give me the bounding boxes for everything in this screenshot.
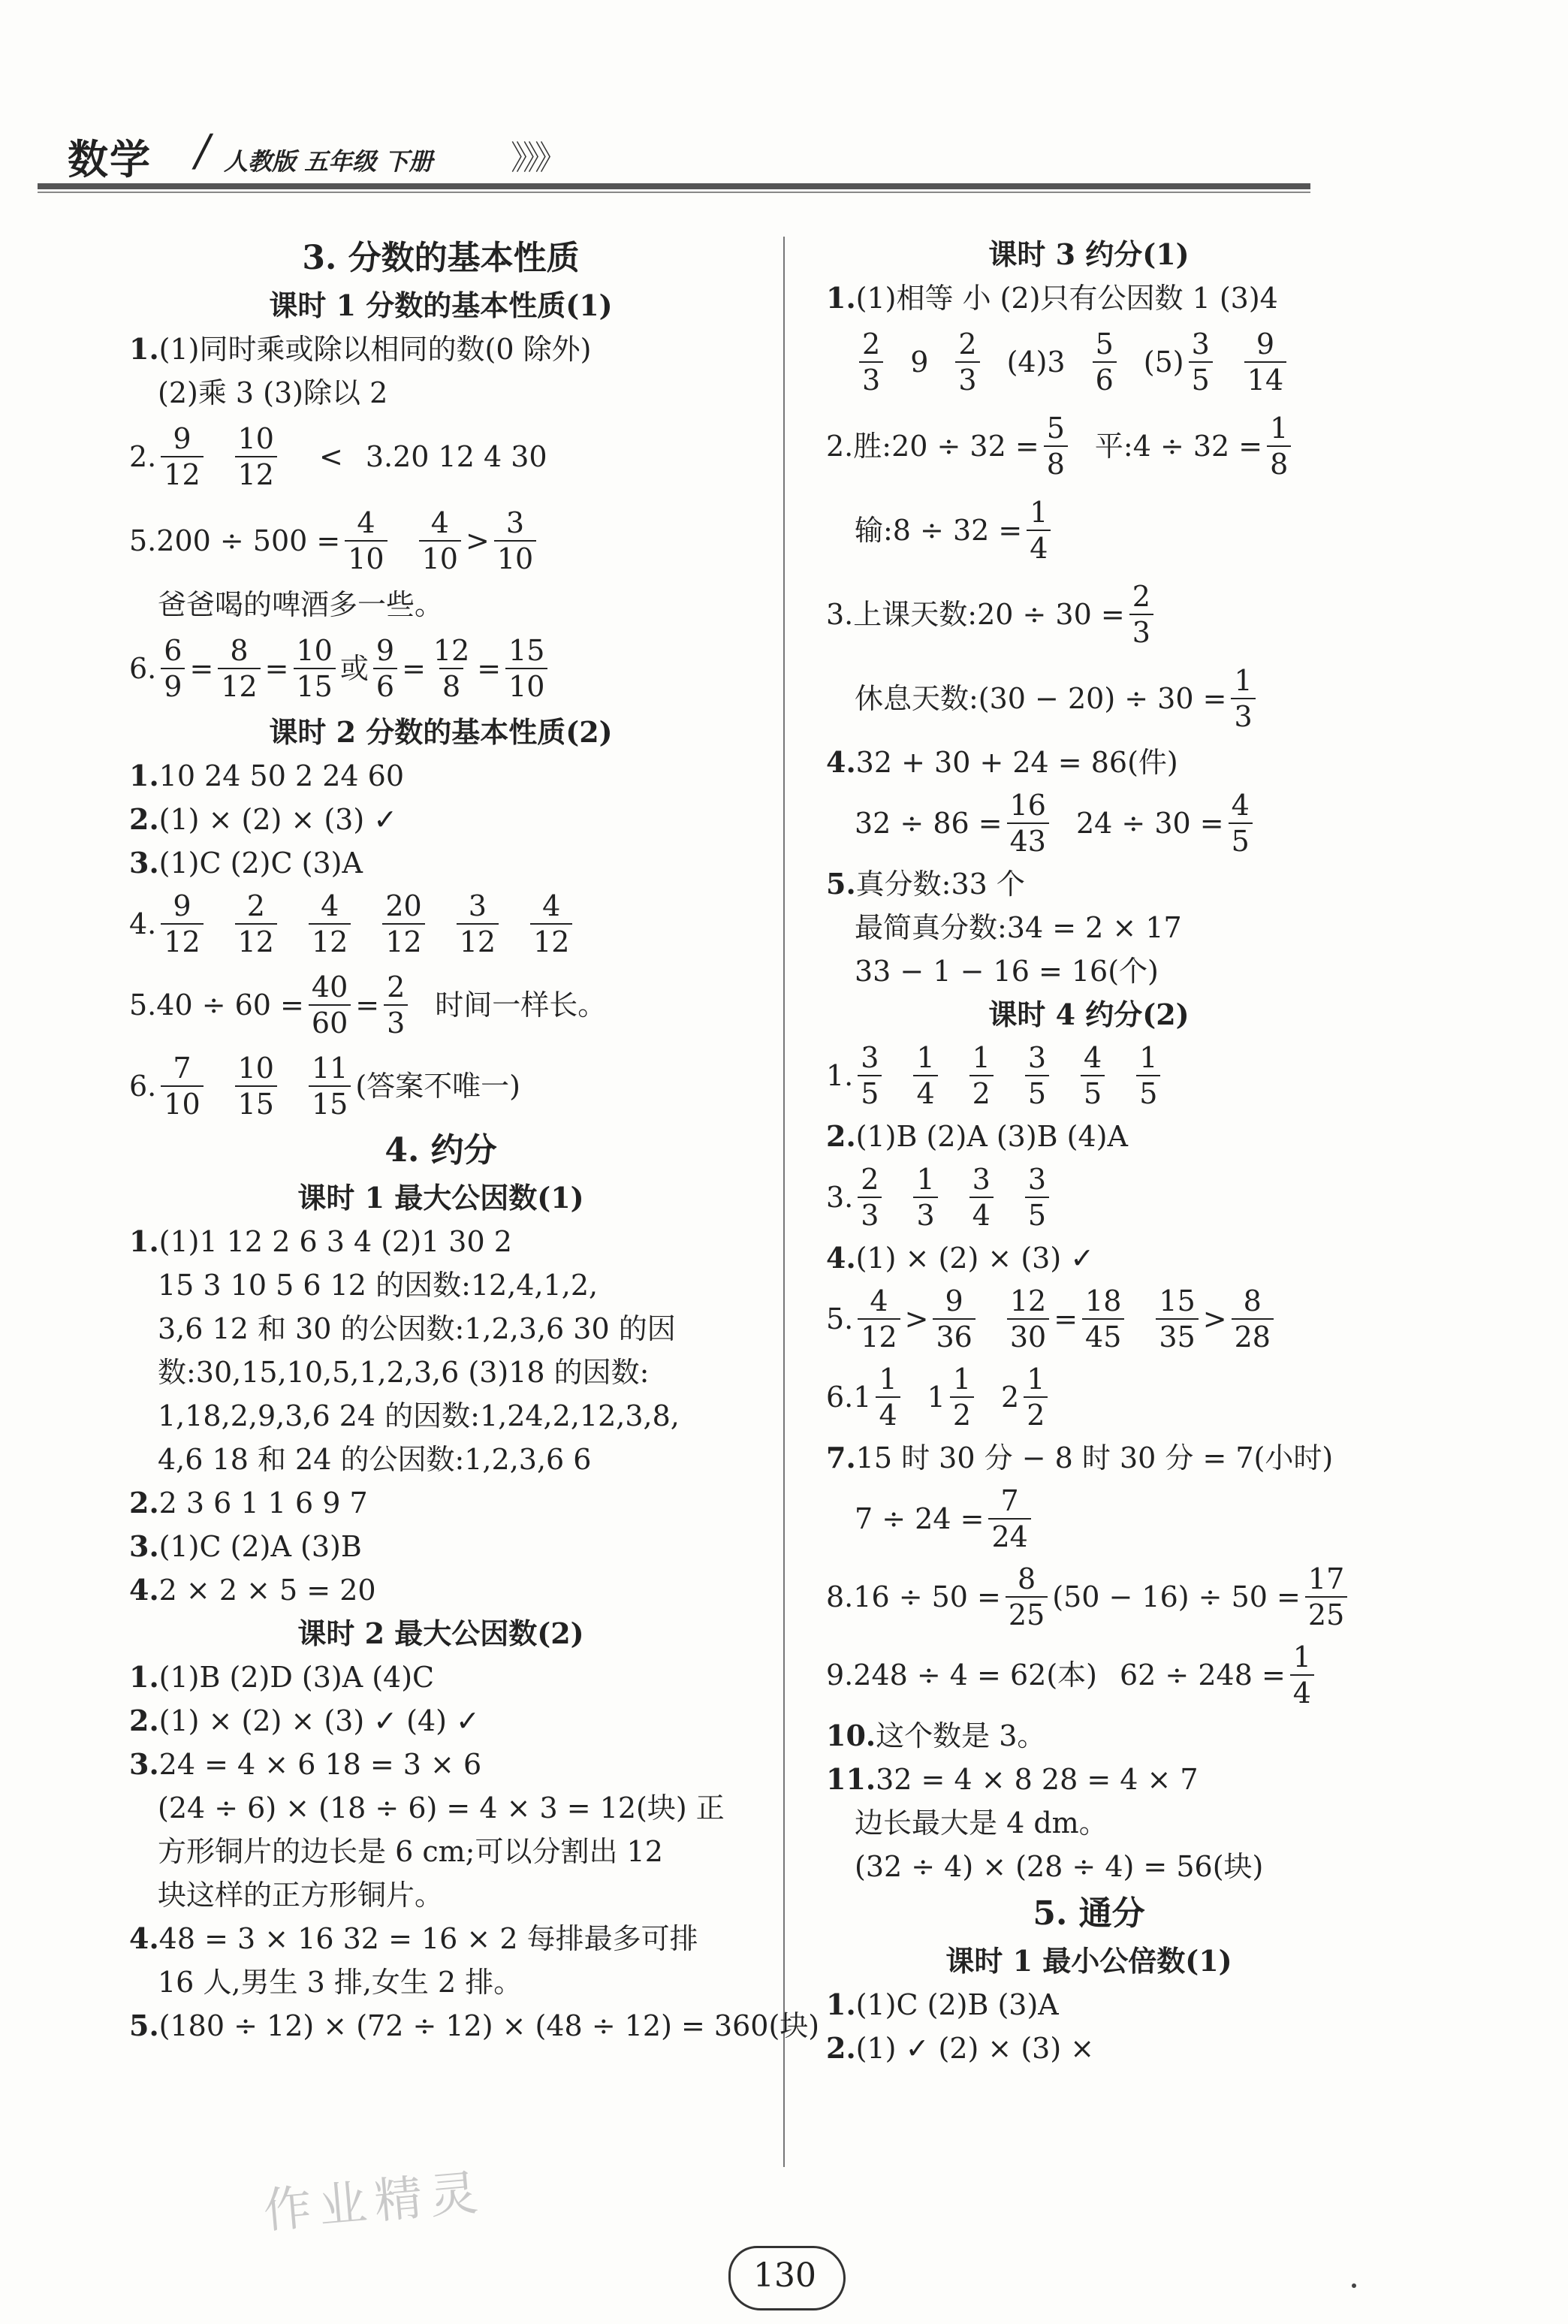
fraction: $\frac{1}{5}$	[1136, 1040, 1160, 1111]
answer-text: 33 − 1 − 16 = 16(个)	[855, 955, 1159, 988]
answer-item: 11.32 = 4 × 8 28 = 4 × 7	[826, 1762, 1199, 1796]
fraction: $\frac{4}{5}$	[1229, 788, 1253, 859]
fraction: $\frac{1}{4}$	[876, 1362, 900, 1432]
mixed-number-whole: 2	[1001, 1381, 1020, 1414]
answer-text: 4,6 18 和 24 的公因数:1,2,3,6 6	[158, 1443, 592, 1476]
lesson-title: 课时 3 约分(1)	[988, 237, 1190, 271]
answer-item: 3.(1)C (2)A (3)B	[129, 1529, 362, 1563]
fraction: $\frac{9}{6}$	[373, 633, 397, 704]
lesson-title: 课时 2 分数的基本性质(2)	[269, 715, 613, 749]
answer-text: 休息天数:(30 − 20) ÷ 30 = $\frac{1}{3}$	[826, 656, 1352, 741]
lesson-title: 课时 1 最小公倍数(1)	[945, 1944, 1232, 1978]
answer-item: 5.真分数:33 个	[826, 867, 1025, 901]
mixed-number-whole: 1	[927, 1381, 945, 1414]
dot-mark	[1352, 2283, 1356, 2288]
answer-item: 9. 248 ÷ 4 = 62(本) 62 ÷ 248 = $\frac{1}{4}$	[826, 1636, 1352, 1714]
answer-item: 3. $\frac{2}{3}$ $\frac{1}{3}$ $\frac{3}{4}$ $\frac{3}{5}$	[826, 1158, 1352, 1236]
answer-item: 2. $\frac{9}{12}$ $\frac{10}{12}$ < 3. 20 12 4 30	[129, 422, 547, 491]
column-divider	[783, 237, 785, 2167]
fraction: $\frac{9}{12}$	[161, 421, 203, 492]
fraction: $\frac{9}{12}$	[161, 889, 203, 959]
header-slash: /	[195, 125, 210, 176]
fraction: $\frac{4}{10}$	[419, 506, 461, 576]
lesson-title: 课时 2 最大公因数(2)	[297, 1616, 584, 1650]
fraction: $\frac{3}{10}$	[494, 506, 536, 576]
answer-text: (24 ÷ 6) × (18 ÷ 6) = 4 × 3 = 12(块) 正	[158, 1791, 725, 1824]
answer-item: 2. 胜:20 ÷ 32 = $\frac{5}{8}$ 平:4 ÷ 32 = $\frac{1}{8}$	[826, 404, 1352, 488]
fraction: $\frac{1}{3}$	[913, 1162, 937, 1233]
answer-text: (2)乘 3 (3)除以 2	[158, 376, 388, 409]
answer-item: 1.(1)同时乘或除以相同的数(0 除外)	[129, 332, 592, 366]
answer-text: <	[318, 440, 343, 473]
subject-title: 数学	[68, 135, 152, 183]
fraction: $\frac{10}{15}$	[294, 633, 336, 704]
fraction: $\frac{3}{5}$	[1025, 1162, 1049, 1233]
answer-item: 8. 16 ÷ 50 = $\frac{8}{25}$ (50 − 16) ÷ 50 = $\frac{17}{25}$	[826, 1558, 1352, 1636]
fraction: $\frac{2}{3}$	[858, 1162, 882, 1233]
fraction: $\frac{2}{3}$	[859, 327, 883, 397]
answer-item: 2.(1) × (2) × (3) ✓	[129, 802, 398, 836]
answer-item: 1.10 24 50 2 24 60	[129, 759, 405, 792]
answer-item: 1.(1)相等 小 (2)只有公因数 1 (3)4	[826, 281, 1278, 315]
answer-text: 32 ÷ 86 = $\frac{16}{43}$ 24 ÷ 30 = $\frac{4}{5}$	[826, 784, 1352, 862]
fraction: $\frac{8}{25}$	[1006, 1562, 1048, 1632]
answer-text: 方形铜片的边长是 6 cm;可以分割出 12	[158, 1835, 663, 1868]
header-rule-thick	[38, 183, 1310, 189]
lesson-title: 课时 1 最大公因数(1)	[297, 1181, 584, 1215]
fraction: $\frac{5}{8}$	[1044, 411, 1068, 481]
answer-text: $\frac{2}{3}$ 9 $\frac{2}{3}$ (4)3 $\frac{5}{6}$ (5) $\frac{3}{5}$ $\frac{9}{14}$	[826, 320, 1352, 404]
answer-item: 5. 200 ÷ 500 = $\frac{4}{10}$ $\frac{4}{10}$ > $\frac{3}{10}$	[129, 499, 752, 583]
fraction: $\frac{4}{12}$	[309, 889, 351, 959]
answer-item: 3. 上课天数:20 ÷ 30 = $\frac{2}{3}$	[826, 572, 1352, 656]
answer-text: 数:30,15,10,5,1,2,3,6 (3)18 的因数:	[158, 1356, 650, 1389]
answer-item: 2.(1)B (2)A (3)B (4)A	[826, 1119, 1128, 1153]
fraction: $\frac{3}{4}$	[969, 1162, 994, 1233]
answer-item: 1.(1)C (2)B (3)A	[826, 1987, 1059, 2021]
fraction: $\frac{15}{10}$	[505, 633, 547, 704]
answer-text: 最简真分数:34 = 2 × 17	[855, 911, 1182, 944]
fraction: $\frac{15}{35}$	[1156, 1284, 1198, 1354]
fraction: $\frac{1}{8}$	[1267, 411, 1291, 481]
section-title: 3. 分数的基本性质	[302, 239, 580, 277]
answer-item: 4.32 + 30 + 24 = 86(件)	[826, 745, 1178, 779]
answer-item: 4. $\frac{9}{12}$ $\frac{2}{12}$ $\frac{4}{12}$ $\frac{20}{12}$ $\frac{3}{12}$ $\frac{4}{12}$	[129, 885, 752, 963]
fraction: $\frac{6}{9}$	[161, 633, 185, 704]
section-title: 4. 约分	[384, 1131, 497, 1170]
fraction: $\frac{1}{4}$	[913, 1040, 937, 1111]
fraction: $\frac{7}{24}$	[988, 1483, 1030, 1554]
fraction: $\frac{4}{5}$	[1081, 1040, 1105, 1111]
fraction: $\frac{1}{2}$	[969, 1040, 994, 1111]
answer-item: 2.(1) × (2) × (3) ✓ (4) ✓	[129, 1704, 480, 1737]
answer-text: 输:8 ÷ 32 = $\frac{1}{4}$	[826, 488, 1352, 572]
fraction: $\frac{8}{28}$	[1232, 1284, 1274, 1354]
answer-item: 1. $\frac{3}{5}$ $\frac{1}{4}$ $\frac{1}{2}$ $\frac{3}{5}$ $\frac{4}{5}$ $\frac{1}{5}$	[826, 1037, 1352, 1115]
answer-text: 边长最大是 4 dm。	[855, 1806, 1108, 1840]
lesson-title: 课时 1 分数的基本性质(1)	[269, 288, 613, 322]
fraction: $\frac{7}{10}$	[161, 1051, 203, 1121]
answer-item: 6. 1 $\frac{1}{4}$ 1 $\frac{1}{2}$ 2 $\frac{1}{2}$	[826, 1358, 1352, 1436]
chevrons-icon: 》》》	[511, 139, 563, 177]
fraction: $\frac{2}{3}$	[955, 327, 979, 397]
fraction: $\frac{5}{6}$	[1093, 327, 1117, 397]
answer-text: 200 ÷ 500 =	[156, 524, 341, 557]
fraction: $\frac{10}{15}$	[235, 1051, 277, 1121]
answer-item: 6. $\frac{7}{10}$ $\frac{10}{15}$ $\frac{11}{15}$ (答案不唯一)	[129, 1052, 520, 1121]
fraction: $\frac{4}{12}$	[858, 1284, 900, 1354]
answer-text: 3,6 12 和 30 的公因数:1,2,3,6 30 的因	[158, 1312, 676, 1345]
right-column	[826, 233, 1352, 2070]
header-rule-thin	[38, 192, 1310, 193]
fraction: $\frac{3}{5}$	[858, 1040, 882, 1111]
answer-item: 6. $\frac{6}{9}$ = $\frac{8}{12}$ = $\frac{10}{15}$ 或 $\frac{9}{6}$ = $\frac{12}{8}$ = $\frac{15}{10}$	[129, 626, 752, 711]
answer-text: 15 3 10 5 6 12 的因数:12,4,1,2,	[158, 1269, 599, 1302]
fraction: $\frac{1}{2}$	[950, 1362, 974, 1432]
fraction: $\frac{10}{12}$	[235, 421, 277, 492]
answer-text: (32 ÷ 4) × (28 ÷ 4) = 56(块)	[855, 1850, 1264, 1883]
lesson-title: 课时 4 约分(2)	[988, 998, 1190, 1031]
answer-item: 3.24 = 4 × 6 18 = 3 × 6	[129, 1747, 482, 1781]
fraction: $\frac{11}{15}$	[309, 1051, 351, 1121]
answer-text: 7 ÷ 24 = $\frac{7}{24}$	[826, 1480, 1352, 1558]
fraction: $\frac{4}{12}$	[530, 889, 572, 959]
fraction: $\frac{18}{45}$	[1082, 1284, 1124, 1354]
watermark: 作业精灵	[261, 2165, 488, 2240]
answer-item: 1.(1)B (2)D (3)A (4)C	[129, 1660, 435, 1694]
answer-item: 10.这个数是 3。	[826, 1719, 1046, 1752]
fraction: $\frac{12}{30}$	[1007, 1284, 1049, 1354]
answer-item: 1.(1)1 12 2 6 3 4 (2)1 30 2	[129, 1224, 512, 1258]
answer-note: (答案不唯一)	[355, 1070, 520, 1103]
fraction: $\frac{4}{10}$	[345, 506, 387, 576]
fraction: $\frac{3}{12}$	[457, 889, 499, 959]
fraction: $\frac{3}{5}$	[1025, 1040, 1049, 1111]
answer-item: 5.(180 ÷ 12) × (72 ÷ 12) × (48 ÷ 12) = 360(块)	[129, 2009, 820, 2042]
page-number: 130	[721, 2246, 856, 2313]
fraction: $\frac{1}{4}$	[1290, 1640, 1314, 1710]
edition-label: 人教版 五年级 下册	[224, 147, 433, 176]
fraction: $\frac{2}{3}$	[384, 970, 408, 1040]
answer-item: 4.(1) × (2) × (3) ✓	[826, 1241, 1095, 1275]
fraction: $\frac{1}{2}$	[1024, 1362, 1048, 1432]
fraction: $\frac{20}{12}$	[382, 889, 424, 959]
fraction: $\frac{2}{3}$	[1129, 579, 1153, 650]
answer-item: 4.48 = 3 × 16 32 = 16 × 2 每排最多可排	[129, 1921, 698, 1955]
page-header	[60, 120, 1307, 183]
answer-item: 2.2 3 6 1 1 6 9 7	[129, 1486, 368, 1520]
answer-text: 20 12 4 30	[393, 440, 547, 473]
answer-text: (1)同时乘或除以相同的数(0 除外)	[158, 333, 592, 366]
fraction: $\frac{9}{36}$	[933, 1284, 975, 1354]
fraction: $\frac{1}{4}$	[1027, 495, 1051, 566]
section-title: 5. 通分	[1033, 1894, 1145, 1933]
fraction: $\frac{12}{8}$	[433, 634, 470, 703]
fraction: $\frac{16}{43}$	[1007, 788, 1049, 859]
answer-item: 2.(1) ✓ (2) × (3) ×	[826, 2031, 1095, 2065]
fraction: $\frac{8}{12}$	[218, 633, 260, 704]
fraction: $\frac{1}{3}$	[1231, 663, 1255, 734]
answer-text: 爸爸喝的啤酒多一些。	[158, 588, 444, 621]
answer-item: 7.15 时 30 分 − 8 时 30 分 = 7(小时)	[826, 1441, 1334, 1474]
fraction: $\frac{2}{12}$	[235, 889, 277, 959]
fraction: $\frac{9}{14}$	[1244, 327, 1286, 397]
mixed-number-whole: 1	[853, 1381, 872, 1414]
answer-text: 块这样的正方形铜片。	[158, 1879, 444, 1912]
fraction: $\frac{40}{60}$	[309, 970, 351, 1040]
fraction: $\frac{17}{25}$	[1305, 1562, 1347, 1632]
answer-text: 1,18,2,9,3,6 24 的因数:1,24,2,12,3,8,	[158, 1399, 680, 1432]
left-column	[129, 233, 820, 2048]
answer-item: 5. 40 ÷ 60 = $\frac{40}{60}$ = $\frac{2}{3}$ 时间一样长。	[129, 970, 607, 1040]
answer-item: 4.2 × 2 × 5 = 20	[129, 1573, 376, 1607]
answer-item: 3.(1)C (2)C (3)A	[129, 846, 363, 880]
answer-text: 16 人,男生 3 排,女生 2 排。	[158, 1966, 523, 1999]
answer-item: 5. $\frac{4}{12}$ > $\frac{9}{36}$ $\frac{12}{30}$ = $\frac{18}{45}$ $\frac{15}{35}$ > $\frac{8}{28}$	[826, 1280, 1352, 1358]
fraction: $\frac{3}{5}$	[1189, 327, 1213, 397]
